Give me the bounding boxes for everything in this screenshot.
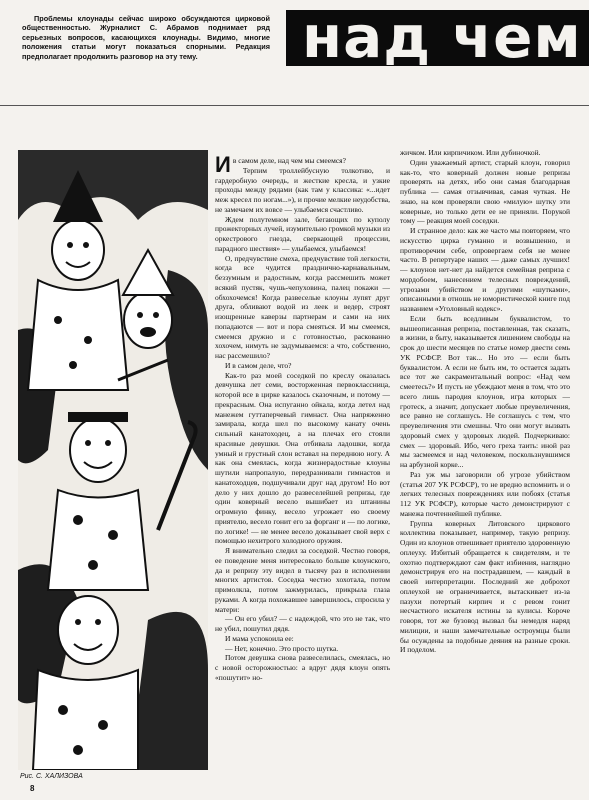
drop-cap: И [215, 156, 231, 177]
divider [0, 105, 589, 106]
paragraph: Группа коверных Литовского циркового коллектива показывает, например, такую репризу. Один из клоунов отвешивает приятелю здоровенную оплеуху. Избитый обращается к свидетелям, и те охотно подтверждают сам факт избиения, наглядно демонстрируя его на пострадавшем, — каждый в своей интерпретации. Последний же доброхот оплеухой не ограничивается, вытаскивает из-за пазухи потертый кирпич и с ревом гонит несчастного искателя истины за кулисы. Короче говоря, тот же бузовод вызвал бы немедля наряд милиции, и наши замечательные остроумцы были бы осуждены за подобные деяния на разные сроки. И поделом. [400, 518, 570, 655]
paragraph: И в самом деле, что? [225, 360, 292, 370]
paragraph: И странное дело: как же часто мы повторяем, что искусство цирка гуманно и возвышенно, и противоречим себе, опровергаем себя не менее часто. В репертуаре наших — даже самых лучших! — клоунов нет-нет да найдется семейная реприза с мордобоем, нанесением телесных повреждений, угрозами убийством и другими «шутками», описанными в отношь не юмористической книге под названием «Уголовный кодекс». [400, 226, 570, 313]
paragraph: Один уважаемый артист, старый клоун, говорил как-то, что коверный должен новые репризы проверять на детях, ибо они самая благодарная публика — самая отзывчивая, самая чуткая. Не знаю, на ком проверяли свою «милую» шутку эти коверные, но только дети ее не приняли. Порукой тому — реакция моей соседки. [400, 157, 570, 226]
illustration-caption: Рис. С. ХАЛИЗОВА [20, 773, 83, 780]
paragraph: Ив самом деле, над чем мы смеемся? [215, 156, 346, 177]
clown-illustration [18, 150, 208, 770]
paragraph: — Нет, конечно. Это просто шутка. [225, 643, 339, 653]
paragraph: О, предчувствие смеха, предчувствие той легкости, когда все чудится празднично-карнавальным, беззумным и радостным, когда рассмешить может всякий пустяк, чушь-чепуховина, палец покажи — обхохочемся! Когда развеселые клоуны лупят друг друга, обливают водой из леек и ведер, строят изощренные каверзы партнерам и сами на них попадаются — вот и пора смеяться. И мы смеемся, смеемся дружно и с готовностью, раскованно хохочем, нимуть не задумываемся: а что, собственно, нас рассмешило? [215, 253, 390, 360]
paragraph: — Он его убил? — с надеждой, что это не так, что не убил, пошутил дядя. [215, 614, 390, 633]
paragraph: И мама успокоила ее: [225, 633, 294, 643]
paragraph: Если быть вседливым буквалистом, то вышеописанная реприза, поставленная, так сказать, в жизни, в быту, наказывается лишением свободы на срок до шести месяцев по статье номер двести семь УК РСФСР. Вот так... Но это — если быть буквалистом. А если не быть им, то остается задать все тот же сакраментальный вопрос: «Над чем смеетесь?» И пусть не убеждают меня в том, что это всего лишь пародия клоунов, игра которых — гротеск, а значит, допускает любые преувеличения, все равно не соглашусь. Не соглашусь с тем, что преувеличения эти смешны. Что они могут вызвать здоровый смех у здоровых людей. Подчеркиваю: смех — здоровый. Ибо, чего греха таить: иной раз мы засмеемся и над человеком, поскользнувшимся на арбузной корке... [400, 313, 570, 469]
paragraph: Как-то раз моей соседкой по креслу оказалась девчушка лет семи, восторженная первоклассница, которой все в цирке казалось сказочным, и потому — прекрасным. Она испуганно ойкала, когда летел над манежем гуттаперчевый гимнаст. Она напряженно замирала, когда шел по высокому канату очень сильный канатоходец, а на плечах его стояли красивые девушки. Она отбивала ладошки, когда умный и грустный слон вставал на переднюю ногу. А как она смеялась, когда жизнерадостные клоуны шутили напропалую, передразнивали гимнастов и канатоходцев, подшучивали друг над другом! Но вот дело у них дошло до развеселейшей репризы, где один коверный весело вышибает из штанины огромную финку, весело угрожает ею своему приятелю, весело гонит его за форганг и — по логике, по логике! — не менее весело доказывает свой верх с помощью нехитрого холодного оружия. [215, 370, 390, 546]
article-column-1 [215, 156, 390, 768]
page-number: 8 [30, 784, 35, 793]
headline-block [286, 10, 589, 66]
paragraph: Раз уж мы заговорили об угрозе убийством (статья 207 УК РСФСР), то не вредно вспомнить и о легких телесных повреждениях или побоях (статья 112 УК РСФСР), которые часто демонстрируют с манежа почтеннейшей публике. [400, 469, 570, 518]
paragraph: Потом девушка снова развеселилась, смеялась, но с новой осторожностью: а вдруг дядя клоун опять «пошутит» но- [215, 653, 390, 682]
intro-lead: Проблемы клоунады сейчас широко обсуждаются цирковой общественностью. Журналист С. Абрамов поднимает ряд серьезных вопросов, касающихся клоунады. Видимо, многие положения статьи могут показаться спорными. Редакция предполагает продолжить разговор на эту тему. [22, 14, 270, 61]
paragraph: Ждем полутемном зале, бегающих по куполу прожекторных лучей, изумительно громкой музыки из оркестрового гнезда, сверкающей процессии, парадного шествия» — улыбаемся, улыбаемся! [215, 214, 390, 253]
paragraph: Я внимательно следил за соседкой. Честно говоря, ее поведение меня интересовало больше клоунского, да и репризу эту видел в тысячу раз в исполнении многих артистов. Соседка честно хохотала, потом примолкла, потом зажмурилась, прикрыла глаза руками. А когда похожавшее завершилось, спросила у матери: [215, 546, 390, 614]
headline-title: над чем [302, 10, 582, 66]
paragraph: жичком. Или кирпичиком. Или дубиночкой. [400, 148, 541, 157]
article-column-2 [400, 148, 570, 788]
paragraph: Терпим троллейбусную толкотню, и гардеробную очередь, и жесткие кресла, и узкие проходы между рядами (как там у классика: «...идет меж кресел по ногам...»), и прочие мелкие неудобства, не замечаем их вовсе — улыбаемся счастливо. [215, 165, 390, 214]
